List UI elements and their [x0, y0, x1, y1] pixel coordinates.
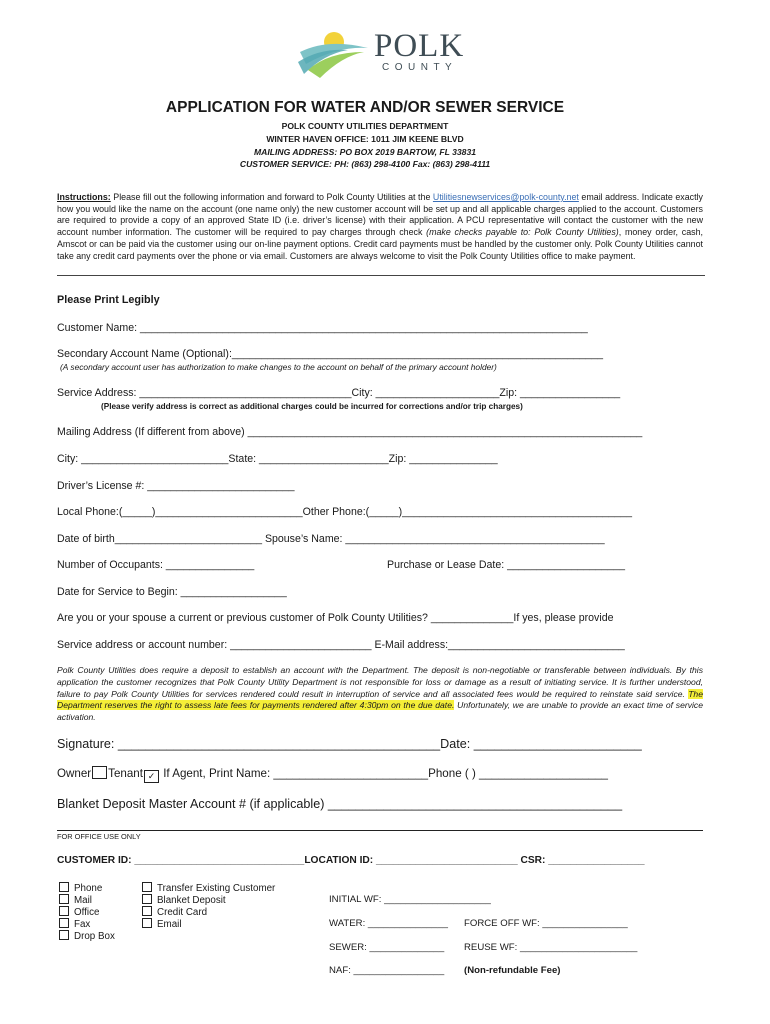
reuse-field[interactable]: REUSE WF: ______________________	[464, 942, 638, 953]
city-state-zip-field[interactable]: City: _________________________State: ______________________Zip: _______________	[57, 453, 498, 465]
logo-sun-icon	[298, 30, 370, 78]
option-label: Blanket Deposit	[157, 895, 226, 906]
option-label: Transfer Existing Customer	[157, 883, 276, 894]
secondary-name-field[interactable]: Secondary Account Name (Optional):_______________________________________________________________	[57, 348, 604, 360]
dob-spouse-field[interactable]: Date of birth_________________________ Spouse’s Name: ____________________________________________	[57, 533, 605, 545]
non-refundable-note: (Non-refundable Fee)	[464, 965, 561, 976]
owner-tenant-row	[57, 766, 608, 783]
method-office[interactable]	[59, 906, 99, 918]
tenant-checkbox[interactable]: ✓	[144, 770, 159, 783]
owner-label: Owner	[57, 767, 92, 780]
sewer-field[interactable]: SEWER: ______________	[329, 942, 445, 953]
purchase-date-field[interactable]: Purchase or Lease Date: ____________________	[387, 559, 625, 571]
initial-wf-field[interactable]: INITIAL WF: ____________________	[329, 894, 491, 905]
method-label: Drop Box	[74, 931, 115, 942]
account-email-field[interactable]: Service address or account number: ________________________ E-Mail address:______________________________	[57, 639, 625, 651]
checkbox[interactable]	[59, 918, 69, 928]
instructions-text-1: Please fill out the following information and forward to Polk County Utilities at the	[110, 192, 433, 202]
method-fax[interactable]	[59, 918, 90, 930]
option-credit-card[interactable]	[142, 906, 207, 918]
drivers-license-field[interactable]: Driver’s License #: _________________________	[57, 480, 295, 492]
office-divider	[57, 830, 703, 831]
email-link[interactable]: Utilitiesnewservices@polk-county.net	[432, 192, 579, 202]
page-title: APPLICATION FOR WATER AND/OR SEWER SERVICE	[165, 99, 565, 116]
instructions-text-2: email address. Indicate exactly how you would like the name on the account (one name only) the new customer account will be set up and all applicable charges applied to the account. Customers are required to provide a copy of an approved State ID (i.e. driver’s license) with their application. A PCU representative will contact the customer with the new account number information. The customer will be required to pay charges through check	[57, 192, 703, 238]
method-drop-box[interactable]	[59, 930, 115, 942]
mailing-address: MAILING ADDRESS: PO BOX 2019 BARTOW, FL 33831	[253, 147, 477, 157]
logo-name: POLK	[374, 28, 465, 64]
checkbox[interactable]	[142, 894, 152, 904]
customer-name-field[interactable]: Customer Name: ____________________________________________________________________________	[57, 322, 588, 334]
checkbox[interactable]	[59, 930, 69, 940]
instructions	[57, 192, 703, 262]
phones-field[interactable]: Local Phone:(_____)_________________________Other Phone:(_____)_______________________________________	[57, 506, 632, 518]
method-label: Phone	[74, 883, 103, 894]
method-label: Fax	[74, 919, 91, 930]
owner-checkbox[interactable]	[92, 766, 107, 779]
tenant-label: Tenant	[108, 767, 143, 780]
checkbox[interactable]	[142, 882, 152, 892]
option-label: Credit Card	[157, 907, 208, 918]
checkbox[interactable]	[142, 918, 152, 928]
water-field[interactable]: WATER: _______________	[329, 918, 448, 929]
blanket-deposit-field[interactable]: Blanket Deposit Master Account # (if applicable) __________________________________________	[57, 797, 623, 811]
deposit-paragraph	[57, 665, 703, 724]
option-email[interactable]	[142, 918, 182, 930]
instructions-label: Instructions:	[57, 192, 111, 202]
checkbox[interactable]	[59, 894, 69, 904]
option-label: Email	[157, 919, 182, 930]
office-ids-row[interactable]: CUSTOMER ID: ______________________________LOCATION ID: _________________________ CSR: _________________	[57, 855, 645, 866]
method-label: Office	[74, 907, 100, 918]
method-label: Mail	[74, 895, 92, 906]
checkbox[interactable]	[59, 906, 69, 916]
logo-subtitle: COUNTY	[382, 62, 458, 73]
previous-customer-field[interactable]: Are you or your spouse a current or previous customer of Polk County Utilities? ______________If yes, please provide	[57, 612, 614, 624]
secondary-note: (A secondary account user has authorization to make changes to the account on behalf of the primary account holder)	[60, 362, 497, 372]
divider	[57, 275, 705, 276]
checkbox[interactable]	[142, 906, 152, 916]
late-fee-highlight: The Department reserves the right to assess late fees for payments rendered after 4:30pm on the due date.	[57, 688, 703, 711]
signature-field[interactable]: Signature: ______________________________________________Date: ________________________	[57, 737, 642, 751]
option-blanket-deposit[interactable]	[142, 894, 226, 906]
naf-field[interactable]: NAF: _________________	[329, 965, 445, 976]
mailing-address-field[interactable]: Mailing Address (If different from above) ___________________________________________________________________	[57, 426, 643, 438]
dept-name: POLK COUNTY UTILITIES DEPARTMENT	[281, 121, 449, 131]
agent-field[interactable]: If Agent, Print Name: ________________________Phone ( ) ____________________	[159, 767, 608, 780]
customer-service: CUSTOMER SERVICE: PH: (863) 298-4100 Fax: (863) 298-4111	[239, 159, 491, 169]
deposit-tail: Unfortunately, we are unable to provide an exact time of service activation.	[57, 700, 704, 723]
method-mail[interactable]	[59, 894, 92, 906]
section-heading: Please Print Legibly	[57, 294, 160, 306]
method-phone[interactable]	[59, 882, 102, 894]
instructions-text-3: , money order, cash, Amscot or can be paid via the customer using our on-line payment options. Credit card payments must be handled by the customer only. Polk County Utilities cannot take any credit card payments over the phone or via email. Customers are always welcome to visit the Polk County Utilities office to make payment.	[57, 227, 703, 261]
option-transfer[interactable]	[142, 882, 275, 894]
force-off-field[interactable]: FORCE OFF WF: ________________	[464, 918, 628, 929]
checkbox[interactable]	[59, 882, 69, 892]
service-address-field[interactable]: Service Address: ____________________________________City: _____________________Zip: _________________	[57, 387, 621, 399]
service-date-field[interactable]: Date for Service to Begin: __________________	[57, 586, 287, 598]
service-address-note: (Please verify address is correct as additional charges could be incurred for corrections and/or trip charges)	[101, 402, 523, 411]
deposit-text: Polk County Utilities does require a deposit to establish an account with the Department. The deposit is non-negotiable or transferable between individuals. By this application the customer recognizes that Polk County Utility Department is not responsible for loss or damage as a result of initiating service. It is further understood, failure to pay Polk County Utilities for services rendered could result in interruption of service and all associated fees would be required to reinstate said service.	[57, 665, 703, 699]
office-use-label: FOR OFFICE USE ONLY	[57, 832, 141, 841]
occupants-field[interactable]: Number of Occupants: _______________	[57, 559, 255, 571]
instructions-check-note: (make checks payable to: Polk County Utilities)	[426, 227, 619, 238]
office-address: WINTER HAVEN OFFICE: 1011 JIM KEENE BLVD	[266, 134, 464, 144]
polk-county-logo	[298, 28, 478, 78]
